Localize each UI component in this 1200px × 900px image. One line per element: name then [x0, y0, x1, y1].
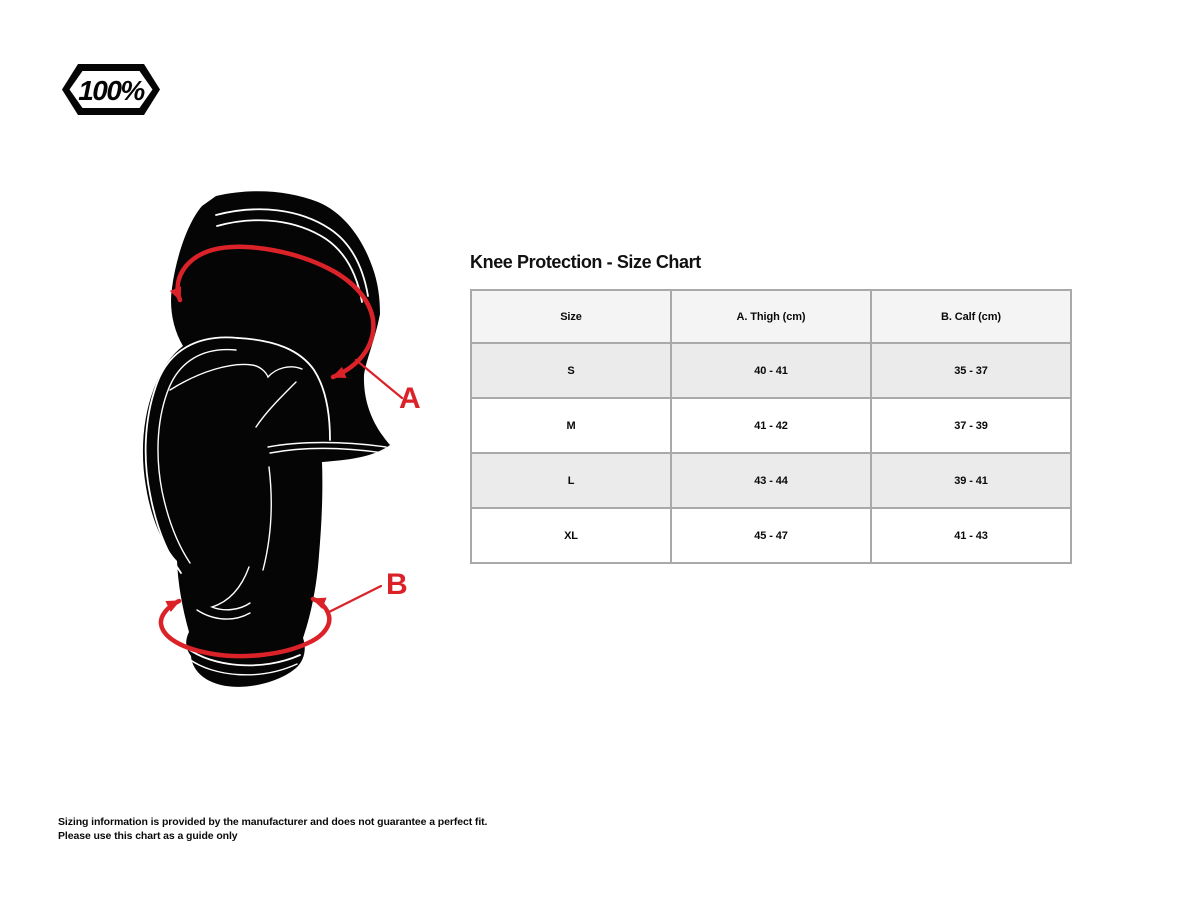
logo-text: 100%	[78, 75, 144, 106]
size-cell: L	[471, 453, 671, 508]
size-chart	[470, 289, 1072, 564]
table-row-l	[471, 453, 1071, 508]
size-cell: S	[471, 343, 671, 398]
column-header-thigh: A. Thigh (cm)	[671, 290, 871, 343]
calf-cell: 37 - 39	[871, 398, 1071, 453]
disclaimer-line-1: Sizing information is provided by the manufacturer and does not guarantee a perfect fit.	[58, 816, 488, 828]
thigh-cell: 41 - 42	[671, 398, 871, 453]
column-header-size: Size	[471, 290, 671, 343]
thigh-cell: 45 - 47	[671, 508, 871, 563]
size-cell: M	[471, 398, 671, 453]
calf-cell: 39 - 41	[871, 453, 1071, 508]
measure-label-b: B	[386, 568, 408, 601]
size-cell: XL	[471, 508, 671, 563]
table-row-xl	[471, 508, 1071, 563]
brand-logo-100-percent	[62, 64, 160, 115]
table-row-m	[471, 398, 1071, 453]
measure-label-a: A	[399, 382, 421, 415]
knee-sleeve-silhouette	[143, 191, 390, 687]
footer-disclaimer	[58, 816, 487, 843]
disclaimer-line-2: Please use this chart as a guide only	[58, 829, 238, 842]
column-header-calf: B. Calf (cm)	[871, 290, 1071, 343]
knee-pad-illustration	[120, 165, 450, 705]
calf-cell: 41 - 43	[871, 508, 1071, 563]
page-title: Knee Protection - Size Chart	[470, 252, 701, 272]
thigh-cell: 43 - 44	[671, 453, 871, 508]
size-chart-table	[470, 289, 1072, 564]
calf-pointer-line	[329, 586, 381, 612]
calf-cell: 35 - 37	[871, 343, 1071, 398]
thigh-cell: 40 - 41	[671, 343, 871, 398]
header-row	[471, 290, 1071, 343]
table-row-s	[471, 343, 1071, 398]
